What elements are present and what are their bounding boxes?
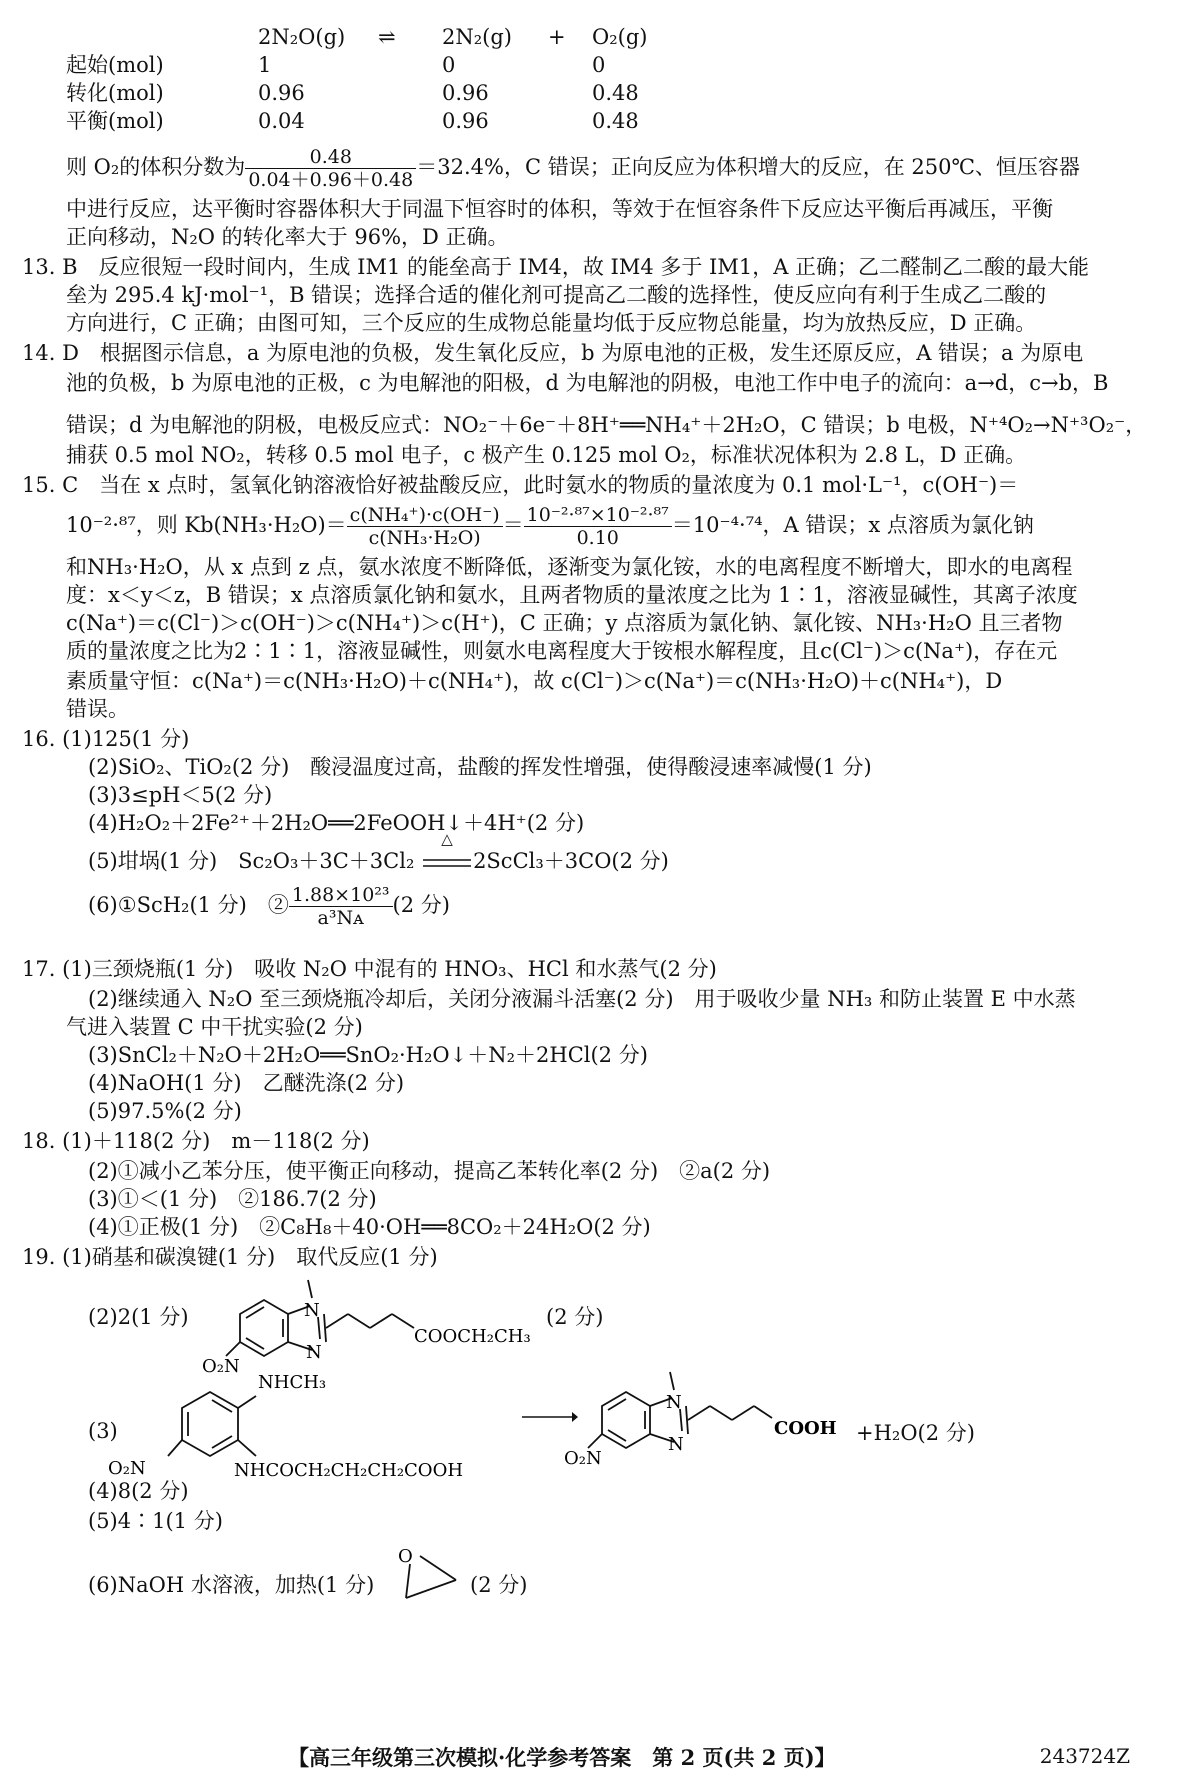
fraction-denominator: a³Nᴀ <box>317 907 364 929</box>
q16-line-2: (2)SiO₂、TiO₂(2 分) 酸浸温度过高，盐酸的挥发性增强，使得酸浸速率减慢(1 分) <box>88 755 872 779</box>
amide-acid-structure <box>100 1360 540 1488</box>
q17-line-1: 17. (1)三颈烧瓶(1 分) 吸收 N₂O 中混有的 HNO₃、HCl 和水蒸气(2 分) <box>22 957 717 981</box>
q18-line-3: (3)①＜(1 分) ②186.7(2 分) <box>88 1187 377 1211</box>
q15-line-1: 15. C 当在 x 点时，氢氧化钠溶液恰好被盐酸反应，此时氨水的物质的量浓度为 0.1 mol·L⁻¹，c(OH⁻)＝ <box>22 473 1019 497</box>
q16-line-5 <box>88 830 1170 875</box>
fraction-denominator: 0.04＋0.96＋0.48 <box>248 169 414 191</box>
q19-line-2-tail: (2 分) <box>546 1305 604 1329</box>
value-fraction <box>524 504 672 549</box>
carboxyl-group-label: COOH <box>774 1418 837 1439</box>
q19-line-3: (3) <box>88 1419 118 1443</box>
q14-line-1: 14. D 根据图示信息，a 为原电池的负极，发生氧化反应，b 为原电池的正极，发生还原反应，A 错误；a 为原电 <box>22 341 1084 365</box>
table-row-label: 起始(mol) <box>66 53 164 77</box>
fraction-numerator: 10⁻²·⁸⁷×10⁻²·⁸⁷ <box>524 504 672 527</box>
q12-fraction <box>245 146 416 191</box>
q15-line-7: 素质量守恒：c(Na⁺)＝c(NH₃·H₂O)＋c(NH₄⁺)，故 c(Cl⁻)＞c(Na⁺)＝c(NH₃·H₂O)＋c(NH₄⁺)，D <box>66 669 1003 693</box>
q15-line-8: 错误。 <box>66 697 129 721</box>
document-code: 243724Z <box>1039 1744 1130 1768</box>
q19-line-6: (6)NaOH 水溶液，加热(1 分) <box>88 1573 375 1597</box>
table-cell: 1 <box>258 53 272 77</box>
q15-line-6: 质的量浓度之比为2∶1∶1，溶液显碱性，则氨水电离程度大于铵根水解程度，且c(Cl⁻)＞c(Na⁺)，存在元 <box>66 639 1058 663</box>
table-header-plus: + <box>548 25 566 49</box>
q14-line-3: 错误；d 为电解池的阴极，电极反应式：NO₂⁻＋6e⁻＋8H⁺══NH₄⁺＋2H₂O，C 错误；b 电极，N⁺⁴O₂→N⁺³O₂⁻， <box>66 413 1147 437</box>
double-bond-equals-icon <box>421 856 473 870</box>
q16-line-1: 16. (1)125(1 分) <box>22 727 190 751</box>
q17-line-2: (2)继续通入 N₂O 至三颈烧瓶冷却后，关闭分液漏斗活塞(2 分) 用于吸收少量 NH₃ 和防止装置 E 中水蒸 <box>88 987 1076 1011</box>
table-row-label: 转化(mol) <box>66 81 164 105</box>
nitro-group-label: O₂N <box>108 1458 146 1479</box>
q16-text: (2 分) <box>392 893 450 917</box>
equilibrium-arrow: ⇌ <box>378 25 396 49</box>
fraction-denominator: c(NH₃·H₂O) <box>368 527 481 549</box>
q19-line-3-tail: +H₂O(2 分) <box>856 1421 975 1445</box>
svg-text:N: N <box>666 1392 682 1413</box>
q13-line-3: 方向进行，C 正确；由图可知，三个反应的生成物总能量均低于反应物总能量，均为放热反应，D 正确。 <box>66 311 1037 335</box>
table-cell: 0.96 <box>442 109 489 133</box>
table-header-product1: 2N₂(g) <box>442 25 512 49</box>
q15-line-5: c(Na⁺)＝c(Cl⁻)＞c(OH⁻)＞c(NH₄⁺)＞c(H⁺)，C 正确；y 点溶质为氯化钠、氯化铵、NH₃·H₂O 且三者物 <box>66 611 1063 635</box>
methylamino-label: NHCH₃ <box>258 1372 327 1393</box>
page-footer: 【高三年级第三次模拟·化学参考答案 第 2 页(共 2 页)】 <box>288 1745 836 1770</box>
table-row-label: 平衡(mol) <box>66 109 164 133</box>
q17-line-6: (5)97.5%(2 分) <box>88 1099 242 1123</box>
q16-line-3: (3)3≤pH＜5(2 分) <box>88 783 273 807</box>
oxygen-atom-label: O <box>398 1546 413 1567</box>
amide-chain-label: NHCOCH₂CH₂CH₂COOH <box>234 1460 464 1481</box>
table-cell: 0.96 <box>258 81 305 105</box>
table-cell: 0.96 <box>442 81 489 105</box>
table-cell: 0.48 <box>592 81 639 105</box>
q14-line-2: 池的负极，b 为原电池的正极，c 为电解池的阳极，d 为电解池的阴极，电池工作中电子的流向：a→d，c→b，B <box>66 371 1109 395</box>
fraction-numerator: 0.48 <box>245 146 416 169</box>
table-cell: 0 <box>442 53 456 77</box>
q15-text: ＝10⁻⁴·⁷⁴，A 错误；x 点溶质为氯化钠 <box>671 513 1034 537</box>
q17-line-5: (4)NaOH(1 分) 乙醚洗涤(2 分) <box>88 1071 405 1095</box>
heating-arrow <box>421 830 473 875</box>
fraction-numerator: c(NH₄⁺)·c(OH⁻) <box>347 504 503 527</box>
q15-line-2 <box>66 504 1170 549</box>
q15-line-4: 度：x＜y＜z，B 错误；x 点溶质氯化钠和氨水，且两者物质的量浓度之比为 1∶1，溶液显碱性，其离子浓度 <box>66 583 1078 607</box>
nitro-group-label: O₂N <box>564 1448 602 1469</box>
q12-text: 则 O₂的体积分数为 <box>66 155 246 179</box>
q17-line-3: 气进入装置 C 中干扰实验(2 分) <box>66 1015 363 1039</box>
q19-line-5: (5)4∶1(1 分) <box>88 1509 223 1533</box>
equals-sign: ＝ <box>502 513 524 537</box>
q17-line-4: (3)SnCl₂＋N₂O＋2H₂O══SnO₂·H₂O↓＋N₂＋2HCl(2 分) <box>88 1043 648 1067</box>
nitro-group-label: O₂N <box>202 1356 240 1377</box>
q13-line-2: 垒为 295.4 kJ·mol⁻¹，B 错误；选择合适的催化剂可提高乙二酸的选择性，使反应向有利于生成乙二酸的 <box>66 283 1047 307</box>
q16-fraction <box>289 884 393 929</box>
table-header-reactant: 2N₂O(g) <box>258 25 346 49</box>
q19-line-2: (2)2(1 分) <box>88 1305 189 1329</box>
fraction-denominator: 0.10 <box>576 527 619 549</box>
q16-line-6 <box>88 884 1170 929</box>
q16-text: 2ScCl₃＋3CO(2 分) <box>473 849 669 873</box>
svg-text:N: N <box>304 1300 320 1321</box>
svg-text:N: N <box>306 1342 322 1363</box>
q15-line-3: 和NH₃·H₂O，从 x 点到 z 点，氨水浓度不断降低，逐渐变为氯化铵，水的电离程度不断增大，即水的电离程 <box>66 555 1073 579</box>
q19-line-1: 19. (1)硝基和碳溴键(1 分) 取代反应(1 分) <box>22 1245 438 1269</box>
fraction-numerator: 1.88×10²³ <box>289 884 393 907</box>
q18-line-2: (2)①减小乙苯分压，使平衡正向移动，提高乙苯转化率(2 分) ②a(2 分) <box>88 1159 771 1183</box>
q16-text: (5)坩埚(1 分) Sc₂O₃＋3C＋3Cl₂ <box>88 849 415 873</box>
table-cell: 0 <box>592 53 606 77</box>
q15-text: 10⁻²·⁸⁷，则 Kb(NH₃·H₂O)＝ <box>66 513 347 537</box>
table-cell: 0.48 <box>592 109 639 133</box>
q18-line-4: (4)①正极(1 分) ②C₈H₈＋40·OH══8CO₂＋24H₂O(2 分) <box>88 1215 651 1239</box>
svg-text:N: N <box>668 1434 684 1455</box>
q19-line-4: (4)8(2 分) <box>88 1479 189 1503</box>
q13-line-1: 13. B 反应很短一段时间内，生成 IM1 的能垒高于 IM4，故 IM4 多于 IM1，A 正确；乙二醛制乙二酸的最大能 <box>22 255 1090 279</box>
table-header-product2: O₂(g) <box>592 25 648 49</box>
q12-line-1 <box>66 146 1170 191</box>
q12-line-3: 正向移动，N₂O 的转化率大于 96%，D 正确。 <box>66 225 509 249</box>
q18-line-1: 18. (1)＋118(2 分) m－118(2 分) <box>22 1129 370 1153</box>
kb-fraction <box>347 504 503 549</box>
heating-condition: △ <box>441 830 453 848</box>
table-cell: 0.04 <box>258 109 305 133</box>
q12-text: ＝32.4%，C 错误；正向反应为体积增大的反应，在 250℃、恒压容器 <box>416 155 1080 179</box>
q14-line-4: 捕获 0.5 mol NO₂，转移 0.5 mol 电子，c 极产生 0.125 mol O₂，标准状况体积为 2.8 L，D 正确。 <box>66 443 1027 467</box>
benzimidazole-acid-structure <box>562 1366 852 1472</box>
q16-line-4: (4)H₂O₂＋2Fe²⁺＋2H₂O══2FeOOH↓＋4H⁺(2 分) <box>88 811 585 835</box>
ester-group-label: COOCH₂CH₃ <box>414 1326 531 1347</box>
q12-line-2: 中进行反应，达平衡时容器体积大于同温下恒容时的体积，等效于在恒容条件下反应达平衡后再减压，平衡 <box>66 197 1053 221</box>
q19-line-6-tail: (2 分) <box>470 1573 528 1597</box>
q16-text: (6)①ScH₂(1 分) ② <box>88 893 289 917</box>
